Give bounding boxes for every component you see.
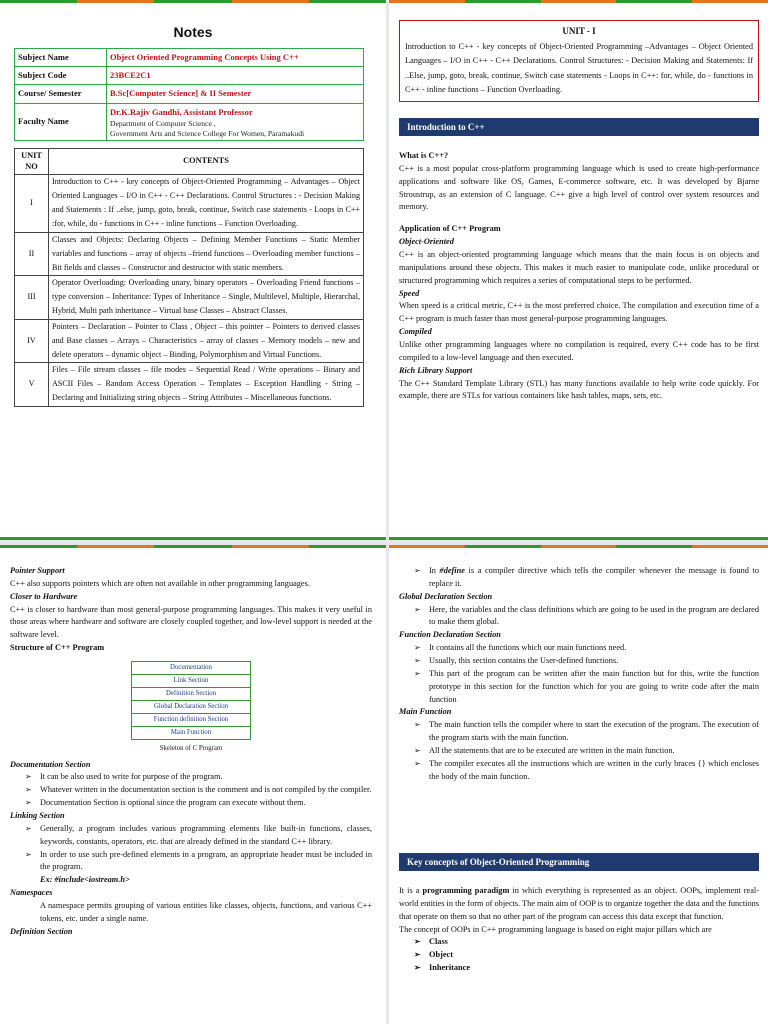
paragraph: C++ is an object-oriented programming language which means that the main focus is on objects and manipulations around these objects. This makes it much easier to manipulate code, unlike procedural or structured programming which requires a series of computational steps to be performed. xyxy=(399,250,759,285)
list-item: ➢ Inheritance xyxy=(399,962,759,975)
faculty-value xyxy=(107,103,364,141)
table-row xyxy=(15,276,364,319)
contents-table xyxy=(14,148,364,407)
sections-body xyxy=(399,565,759,784)
course-label: Course/ Semester xyxy=(15,85,107,103)
paragraph: A namespace permits grouping of various entities like classes, objects, functions, and various C++ tokens, etc. under a single name. xyxy=(40,901,372,923)
subject-info-table xyxy=(14,48,364,141)
paragraph: The concept of OOPs in C++ programming language is based on eight major pillars which are xyxy=(399,924,712,934)
unit-contents: Operator Overloading: Overloading unary, binary operators – Overloading Friend functions –type conversion – Inheritance: Types of Inheritance – Single, Multilevel, Multiple, Hierarchal, Hybrid, Multi path inheritance – Virtual base Classes – Abstract Classes. xyxy=(49,276,364,319)
skeleton-box: Main Function xyxy=(170,729,212,737)
heading: Structure of C++ Program xyxy=(10,643,105,653)
bottom-border xyxy=(0,537,386,540)
list-item: ➢ It can be also used to write for purpose of the program. xyxy=(10,771,372,784)
paragraph: The C++ Standard Template Library (STL) has many functions available to help write code quickly. For example, there are STLs for various containers like hash tables, maps, sets, etc. xyxy=(399,378,759,401)
skeleton-box: Function definition Section xyxy=(132,714,250,727)
unit-title: UNIT - I xyxy=(562,26,596,36)
unit-number: III xyxy=(15,276,49,319)
pillar-list xyxy=(399,936,759,975)
code-example: Ex: #include<iostream.h> xyxy=(40,875,130,885)
bullet-list xyxy=(10,823,372,874)
structure-body xyxy=(10,565,372,939)
subheading: Rich Library Support xyxy=(399,365,473,375)
course-row xyxy=(15,85,364,103)
skeleton-caption: Skeleton of C Program xyxy=(159,745,223,753)
list-item: ➢ All the statements that are to be executed are written in the main function. xyxy=(399,745,759,758)
subject-code-label: Subject Code xyxy=(15,67,107,85)
notes-panel xyxy=(0,0,386,540)
faculty-name: Dr.K.Rajiv Gandhi, Assistant Professor xyxy=(110,106,253,117)
unit-number: I xyxy=(15,175,49,233)
unit-contents: Files – File stream classes – file modes – Sequential Read / Write operations – Binary and ASCII Files – Random Access Operation – Templates – Exception Handling - String – Declaring and Initializing string objects – String Attributes – Miscellaneous functions. xyxy=(49,363,364,406)
unit-no-header: UNIT NO xyxy=(15,149,49,175)
top-border xyxy=(389,545,768,550)
paragraph: Unlike other programming languages where no compilation is required, every C++ code has to be first compiled to a low-level language and then executed. xyxy=(399,340,759,362)
section-heading: Key concepts of Object-Oriented Programming xyxy=(399,853,759,871)
subheading: Speed xyxy=(399,288,420,298)
skeleton-box: Link Section xyxy=(132,675,250,688)
unit-summary-text: Introduction to C++ - key concepts of Object-Oriented Programming –Advantages – Object Oriented Languages – I/O in C++ - C++ Declarations. Control Structures: - Decision Making and Statements: If ..Else, jump, goto, break, continue, Switch case statements - Loops in C++: for, while, do - functions in C++ - inline functions – Function Overloading. xyxy=(405,41,753,95)
subheading: Global Declaration Section xyxy=(399,591,493,601)
top-border xyxy=(0,0,386,5)
subheading: Definition Section xyxy=(10,926,73,936)
table-row xyxy=(15,232,364,275)
faculty-college: Government Arts and Science College For Women, Paramakudi xyxy=(110,128,305,138)
subject-code-row xyxy=(15,67,364,85)
top-border xyxy=(0,545,386,550)
bullet-list xyxy=(399,719,759,783)
subheading: Closer to Hardware xyxy=(10,591,78,601)
bullet-list xyxy=(399,642,759,706)
list-item: ➢ In #define is a compiler directive which tells the compiler whenever the message is found to replace it. xyxy=(399,565,759,591)
list-item: ➢ Usually, this section contains the User-defined functions. xyxy=(399,655,759,668)
course-value: B.Sc[Computer Science] & II Semester xyxy=(107,85,364,103)
faculty-row xyxy=(15,103,364,141)
paragraph: It is a programming paradigm in which everything is represented as an object. OOPs, implement real-world entities in the form of objects. The main aim of OOP is to organize together the data and the functions that operate on them so that no other part of the program can access this data except that function. xyxy=(399,886,759,921)
paragraph: When speed is a critical metric, C++ is the most preferred choice. The compilation and execution time of a C++ program is much faster than most general-purpose programming languages. xyxy=(399,301,759,324)
sections-panel xyxy=(389,545,768,1024)
list-item: ➢ It contains all the functions which our main functions need. xyxy=(399,642,759,655)
bullet-list xyxy=(399,565,759,591)
subheading: Compiled xyxy=(399,327,432,337)
structure-panel xyxy=(0,545,386,1024)
subheading: Object-Oriented xyxy=(399,237,454,247)
subject-name-label: Subject Name xyxy=(15,49,107,67)
heading: What is C++? xyxy=(399,151,449,160)
list-item: ➢ In order to use such pre-defined elements in a program, an appropriate header must be included in the program. xyxy=(10,849,372,875)
table-row xyxy=(15,175,364,233)
faculty-label: Faculty Name xyxy=(15,103,107,141)
subject-name-row xyxy=(15,49,364,67)
notes-title: Notes xyxy=(173,24,213,40)
subheading: Main Function xyxy=(399,707,452,717)
heading: Application of C++ Program xyxy=(399,224,501,234)
unit-one-panel xyxy=(389,0,768,540)
paragraph: C++ also supports pointers which are often not available in other programming languages. xyxy=(10,578,310,588)
list-item: ➢ Object xyxy=(399,949,759,962)
unit-number: V xyxy=(15,363,49,406)
paragraph: C++ is a most popular cross-platform programming language which is used to create high-performance applications and software like OS, Games, E-commerce software, etc. It was developed by Bjarne Stroustrup, as an extension of C language. C++ give a high level of control over system resources and memory. xyxy=(399,163,759,212)
list-item: ➢ The main function tells the compiler where to start the execution of the program. The execution of the program starts with the main function. xyxy=(399,719,759,745)
subject-name-value: Object Oriented Programming Concepts Using C++ xyxy=(107,49,364,67)
contents-header: CONTENTS xyxy=(49,149,364,175)
unit-number: IV xyxy=(15,319,49,362)
bullet-list xyxy=(10,771,372,810)
top-border xyxy=(389,0,768,5)
subheading: Documentation Section xyxy=(10,759,91,769)
unit-number: II xyxy=(15,232,49,275)
table-row xyxy=(15,363,364,406)
section-heading: Introduction to C++ xyxy=(399,118,759,136)
subheading: Function Declaration Section xyxy=(399,630,501,640)
unit-contents: Classes and Objects: Declaring Objects – Defining Member Functions – Static Member variables and functions – array of objects –friend functions – Overloading member functions – Bit fields and classes – Constructor and destructor with static members. xyxy=(49,232,364,275)
table-row xyxy=(15,319,364,362)
list-item: ➢ The compiler executes all the instructions which are written in the curly braces {} which encloses the body of the main function. xyxy=(399,758,759,784)
contents-header-row xyxy=(15,149,364,175)
skeleton-box: Global Declaration Section xyxy=(132,701,250,714)
paragraph: C++ is closer to hardware than most general-purpose programming languages. This makes it very useful in those areas where hardware and software are closely coupled together, and low-level support is needed at the software level. xyxy=(10,604,372,640)
skeleton-box: Documentation xyxy=(132,662,250,675)
subject-code-value: 23BCE2C1 xyxy=(107,67,364,85)
subheading: Pointer Support xyxy=(10,566,65,575)
bottom-border xyxy=(389,537,768,540)
unit-contents: Pointers – Declaration – Pointer to Class , Object – this pointer – Pointers to derived classes and Base classes – Arrays – Characteristics – array of classes – Memory models – new and delete operators – dynamic object – Binding, Polymorphism and Virtual Functions. xyxy=(49,319,364,362)
list-item: ➢ Generally, a program includes various programming elements like built-in functions, classes, keywords, constants, operators, etc. that are already defined in the standard C++ library. xyxy=(10,823,372,849)
faculty-dept: Department of Computer Science , xyxy=(110,118,216,128)
bullet-list xyxy=(399,604,759,630)
list-item: ➢ This part of the program can be written after the main function but for this, write the function prototype in this section for the function which for you are going to write code after the main function xyxy=(399,668,759,707)
list-item: ➢ Documentation Section is optional since the program can execute without them. xyxy=(10,797,372,810)
list-item: ➢ Here, the variables and the class definitions which are going to be used in the program are declared to make them global. xyxy=(399,604,759,630)
skeleton-box: Definition Section xyxy=(132,688,250,701)
list-item: ➢ Class xyxy=(399,936,759,949)
list-item: ➢ Whatever written in the documentation section is the comment and is not compiled by the compiler. xyxy=(10,784,372,797)
program-skeleton-diagram xyxy=(131,661,251,740)
subheading: Namespaces xyxy=(10,888,53,898)
intro-body xyxy=(399,150,759,403)
subheading: Linking Section xyxy=(10,810,65,820)
unit-contents: Introduction to C++ - key concepts of Object-Oriented Programming – Advantages – Object Oriented Languages – I/O in C++ - C++ Declarations. Control Structures : - Decision Making and Statements : If ..else, jump, goto, break, continue, Switch case statements - Loops in C++ :for, while, do - functions in C++ - inline functions – Function Overloading. xyxy=(49,175,364,233)
unit-summary-box xyxy=(399,20,759,102)
oop-body xyxy=(399,885,759,975)
